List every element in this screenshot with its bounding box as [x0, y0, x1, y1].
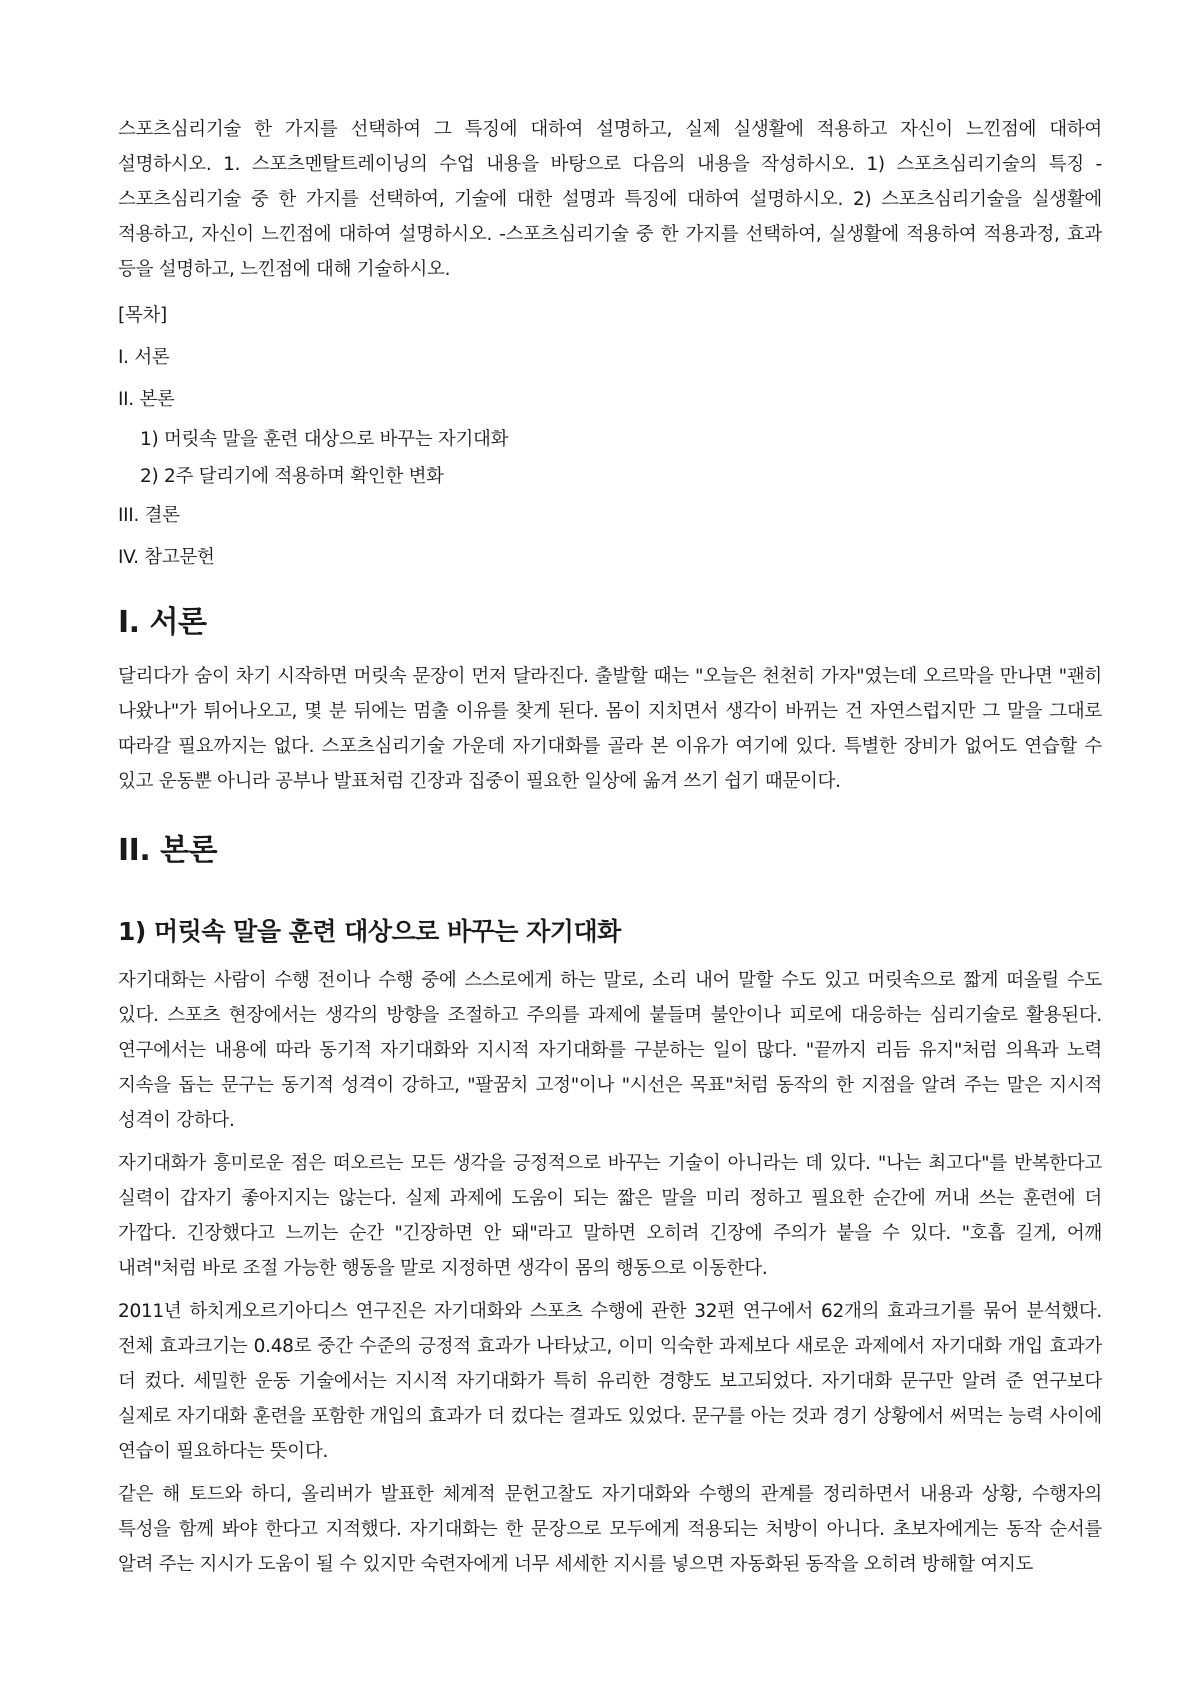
assignment-prompt: 스포츠심리기술 한 가지를 선택하여 그 특징에 대하여 설명하고, 실제 실생활에 적용하고 자신이 느낀점에 대하여 설명하시오. 1. 스포츠멘탈트레이닝의 수업 내용을 바탕으로 다음의 내용을 작성하시오. 1) 스포츠심리기술의 특징 -스포츠심리기술 중 한 가지를 선택하여, 기술에 대한 설명과 특징에 대하여 설명하시오. 2) 스포츠심리기술을 실생활에 적용하고, 자신이 느낀점에 대하여 설명하시오. -스포츠심리기술 중 한 가지를 선택하여, 실생활에 적용하여 적용과정, 효과 등을 설명하고, 느낀점에 대해 기술하시오. [118, 119, 1102, 280]
body-paragraph-2: 자기대화가 흥미로운 점은 떠오르는 모든 생각을 긍정적으로 바꾸는 기술이 아니라는 데 있다. "나는 최고다"를 반복한다고 실력이 갑자기 좋아지지는 않는다. 실제 과제에 도움이 되는 짧은 말을 미리 정하고 필요한 순간에 꺼내 쓰는 훈련에 더 가깝다. 긴장했다고 느끼는 순간 "긴장하면 안 돼"라고 말하면 오히려 긴장에 주의가 붙을 수 있다. "호흡 길게, 어깨 내려"처럼 바로 조절 가능한 행동을 말로 지정하면 생각이 몸의 행동으로 이동한다. [118, 1153, 1102, 1279]
body-paragraph-4: 같은 해 토드와 하디, 올리버가 발표한 체계적 문헌고찰도 자기대화와 수행의 관계를 정리하면서 내용과 상황, 수행자의 특성을 함께 봐야 한다고 지적했다. 자기대화는 한 문장으로 모두에게 적용되는 처방이 아니다. 초보자에게는 동작 순서를 알려 주는 지시가 도움이 될 수 있지만 숙련자에게 너무 세세한 지시를 넣으면 자동화된 동작을 오히려 방해할 여지도 [118, 1484, 1102, 1575]
toc-heading: [목차] [118, 305, 167, 326]
intro-paragraph: 달리다가 숨이 차기 시작하면 머릿속 문장이 먼저 달라진다. 출발할 때는 "오늘은 천천히 가자"였는데 오르막을 만나면 "괜히 나왔나"가 튀어나오고, 몇 분 뒤에는 멈출 이유를 찾게 된다. 몸이 지치면서 생각이 바뀌는 건 자연스럽지만 그 말을 그대로 따라갈 필요까지는 없다. 스포츠심리기술 가운데 자기대화를 골라 본 이유가 여기에 있다. 특별한 장비가 없어도 연습할 수 있고 운동뿐 아니라 공부나 발표처럼 긴장과 집중이 필요한 일상에 옮겨 쓰기 쉽기 때문이다. [118, 666, 1102, 792]
table-of-contents [118, 295, 1102, 579]
body-paragraph-3: 2011년 하치게오르기아디스 연구진은 자기대화와 스포츠 수행에 관한 32편 연구에서 62개의 효과크기를 묶어 분석했다. 전체 효과크기는 0.48로 중간 수준의 긍정적 효과가 나타났고, 이미 익숙한 과제보다 새로운 과제에서 자기대화 개입 효과가 더 컸다. 세밀한 운동 기술에서는 지시적 자기대화가 특히 유리한 경향도 보고되었다. 자기대화 문구만 알려 준 연구보다 실제로 자기대화 훈련을 포함한 개입의 효과가 더 컸다는 결과도 있었다. 문구를 아는 것과 경기 상황에서 써먹는 능력 사이에 연습이 필요하다는 뜻이다. [118, 1301, 1102, 1462]
toc-item-references: IV. 참고문헌 [118, 547, 215, 568]
toc-item-body-sub2: 2) 2주 달리기에 적용하며 확인한 변화 [140, 466, 444, 487]
document-page [118, 112, 1102, 1590]
toc-item-intro: I. 서론 [118, 347, 170, 368]
section-title-body: II. 본론 [118, 833, 218, 868]
subsection-title-1: 1) 머릿속 말을 훈련 대상으로 바꾸는 자기대화 [118, 917, 621, 946]
section-title-intro: I. 서론 [118, 605, 207, 640]
toc-item-body: II. 본론 [118, 389, 175, 410]
body-paragraph-1: 자기대화는 사람이 수행 전이나 수행 중에 스스로에게 하는 말로, 소리 내어 말할 수도 있고 머릿속으로 짧게 떠올릴 수도 있다. 스포츠 현장에서는 생각의 방향을 조절하고 주의를 과제에 붙들며 불안이나 피로에 대응하는 심리기술로 활용된다. 연구에서는 내용에 따라 동기적 자기대화와 지시적 자기대화를 구분하는 일이 많다. "끝까지 리듬 유지"처럼 의욕과 노력 지속을 돕는 문구는 동기적 성격이 강하고, "팔꿈치 고정"이나 "시선은 목표"처럼 동작의 한 지점을 알려 주는 말은 지시적 성격이 강하다. [118, 970, 1102, 1131]
toc-list [118, 337, 1102, 579]
toc-item-conclusion: III. 결론 [118, 505, 180, 526]
toc-item-body-sub1: 1) 머릿속 말을 훈련 대상으로 바꾸는 자기대화 [140, 429, 509, 450]
